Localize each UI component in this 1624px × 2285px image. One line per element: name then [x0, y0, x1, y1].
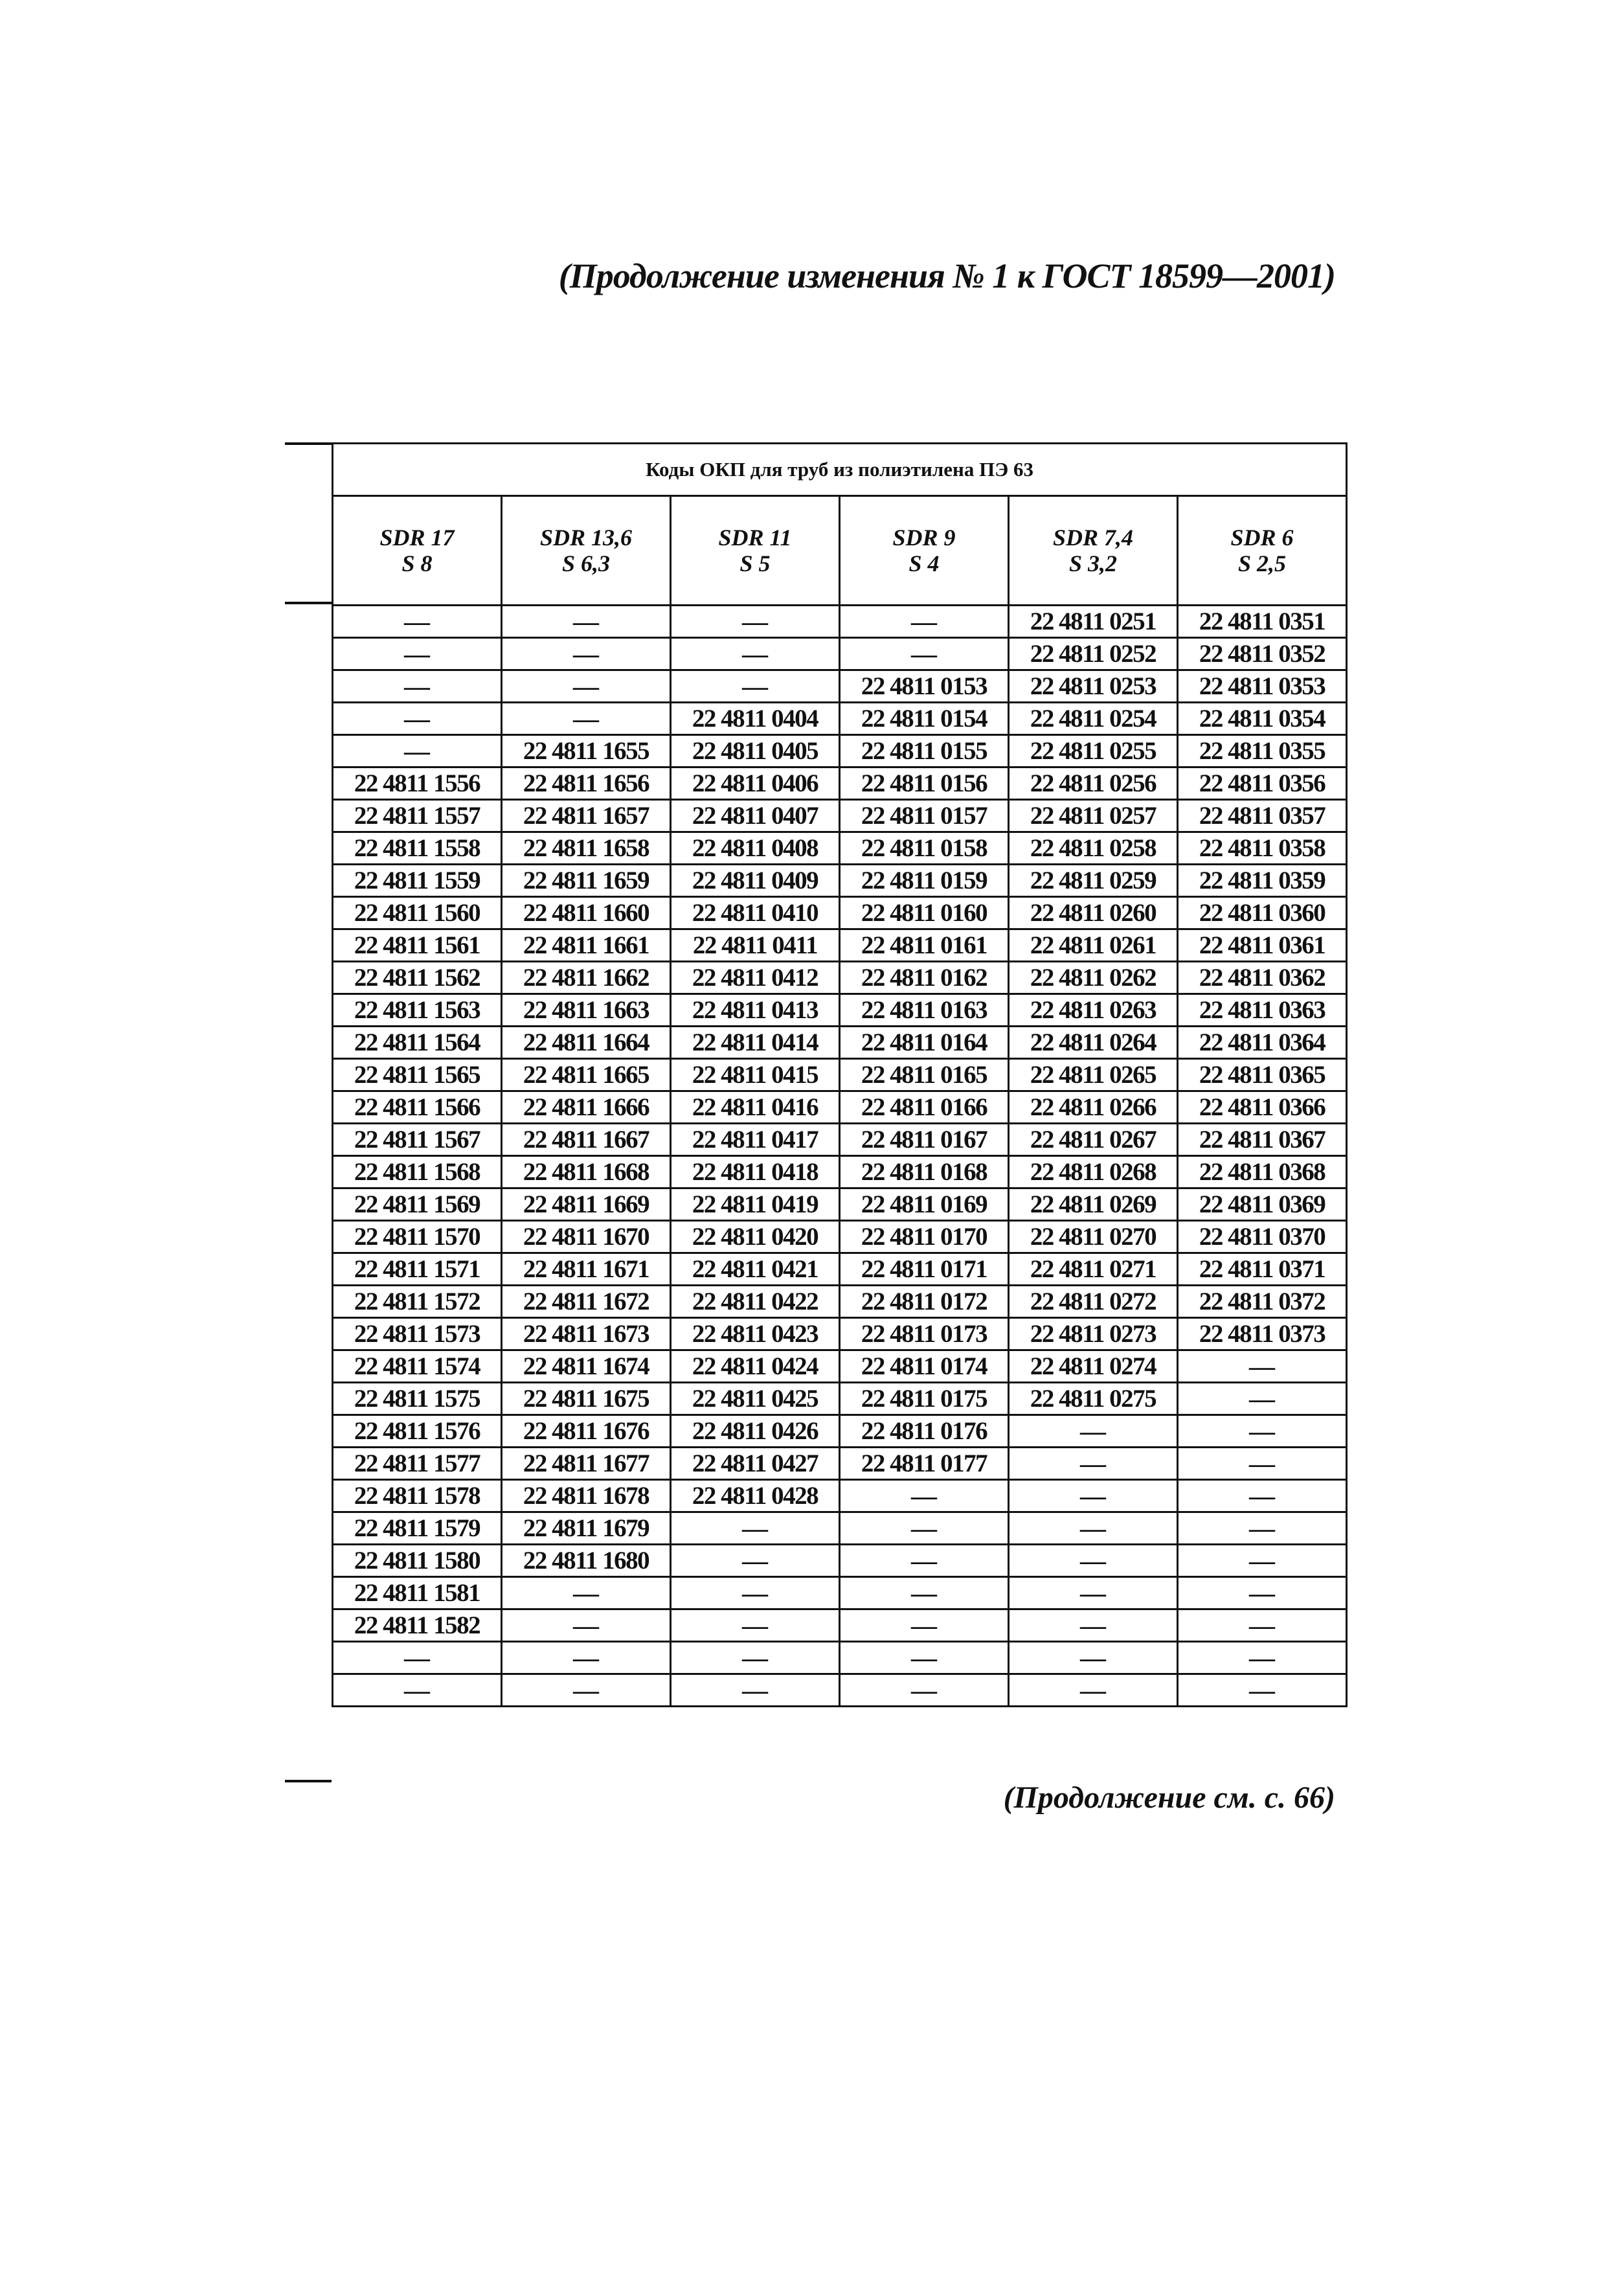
table-cell: 22 4811 1557: [333, 800, 502, 832]
table-cell: 22 4811 1656: [502, 767, 671, 800]
table-cell: 22 4811 0413: [671, 994, 840, 1027]
table-cell: —: [1178, 1415, 1347, 1448]
s-label: S 5: [739, 551, 771, 576]
table-cell: 22 4811 0367: [1178, 1124, 1347, 1156]
table-cell: —: [671, 638, 840, 670]
s-label: S 4: [908, 551, 940, 576]
table-cell: 22 4811 0167: [840, 1124, 1009, 1156]
table-cell: —: [1009, 1577, 1178, 1609]
table-cell: 22 4811 0158: [840, 832, 1009, 865]
table-cell: 22 4811 1678: [502, 1480, 671, 1512]
table-cell: 22 4811 1657: [502, 800, 671, 832]
table-cell: —: [840, 1642, 1009, 1674]
table-cell: —: [1009, 1480, 1178, 1512]
table-cell: —: [333, 1642, 502, 1674]
table-cell: 22 4811 1673: [502, 1318, 671, 1350]
table-cell: 22 4811 1564: [333, 1027, 502, 1059]
table-cell: 22 4811 1575: [333, 1383, 502, 1415]
table-cell: —: [840, 1545, 1009, 1577]
table-cell: 22 4811 0362: [1178, 962, 1347, 994]
table-cell: —: [502, 1609, 671, 1642]
table-row: [333, 1545, 1347, 1577]
table-cell: 22 4811 1562: [333, 962, 502, 994]
table-cell: —: [502, 703, 671, 735]
table-cell: —: [1178, 1448, 1347, 1480]
table-cell: 22 4811 0153: [840, 670, 1009, 703]
table-cell: —: [671, 1545, 840, 1577]
table-cell: —: [333, 606, 502, 638]
table-cell: 22 4811 0407: [671, 800, 840, 832]
table-cell: 22 4811 1664: [502, 1027, 671, 1059]
table-cell: 22 4811 1668: [502, 1156, 671, 1188]
table-cell: 22 4811 0360: [1178, 897, 1347, 929]
table-cell: 22 4811 0419: [671, 1188, 840, 1221]
table-cell: 22 4811 1578: [333, 1480, 502, 1512]
table-cell: 22 4811 0168: [840, 1156, 1009, 1188]
sdr-label: SDR 9: [892, 524, 956, 551]
table-cell: —: [671, 670, 840, 703]
table-cell: 22 4811 1577: [333, 1448, 502, 1480]
table-cell: —: [1178, 1642, 1347, 1674]
table-cell: 22 4811 0265: [1009, 1059, 1178, 1091]
table-cell: 22 4811 1561: [333, 929, 502, 962]
sdr-header-row: [333, 496, 1347, 606]
table-cell: 22 4811 0264: [1009, 1027, 1178, 1059]
table-cell: —: [840, 1609, 1009, 1642]
table-cell: 22 4811 0410: [671, 897, 840, 929]
table-cell: 22 4811 0411: [671, 929, 840, 962]
table-cell: —: [333, 670, 502, 703]
table-cell: —: [333, 1674, 502, 1707]
table-row: [333, 735, 1347, 767]
table-cell: 22 4811 0171: [840, 1253, 1009, 1286]
table-cell: 22 4811 0415: [671, 1059, 840, 1091]
table-cell: 22 4811 0365: [1178, 1059, 1347, 1091]
table-cell: —: [1009, 1415, 1178, 1448]
table-row: [333, 800, 1347, 832]
table-row: [333, 994, 1347, 1027]
table-cell: 22 4811 0359: [1178, 865, 1347, 897]
table-cell: 22 4811 0163: [840, 994, 1009, 1027]
table-cell: 22 4811 0161: [840, 929, 1009, 962]
okp-codes-table: [332, 442, 1348, 1707]
table-row: [333, 1642, 1347, 1674]
table-cell: 22 4811 1581: [333, 1577, 502, 1609]
table-cell: 22 4811 1665: [502, 1059, 671, 1091]
table-cell: 22 4811 0426: [671, 1415, 840, 1448]
table-cell: 22 4811 0405: [671, 735, 840, 767]
table-row: [333, 1318, 1347, 1350]
table-cell: 22 4811 0251: [1009, 606, 1178, 638]
table-cell: 22 4811 0270: [1009, 1221, 1178, 1253]
table-cell: 22 4811 0370: [1178, 1221, 1347, 1253]
column-header: [1178, 496, 1347, 606]
column-header: [1009, 496, 1178, 606]
table-cell: —: [1178, 1577, 1347, 1609]
table-cell: —: [840, 638, 1009, 670]
table-cell: 22 4811 0263: [1009, 994, 1178, 1027]
page-footer-continuation: (Продолжение см. с. 66): [1003, 1780, 1335, 1815]
table-cell: —: [502, 606, 671, 638]
table-cell: 22 4811 1671: [502, 1253, 671, 1286]
table-cell: 22 4811 0160: [840, 897, 1009, 929]
table-cell: 22 4811 0418: [671, 1156, 840, 1188]
table-cell: 22 4811 0406: [671, 767, 840, 800]
table-cell: 22 4811 0260: [1009, 897, 1178, 929]
table-cell: 22 4811 1658: [502, 832, 671, 865]
table-cell: 22 4811 0357: [1178, 800, 1347, 832]
table-cell: 22 4811 0423: [671, 1318, 840, 1350]
column-header: [333, 496, 502, 606]
table-cell: 22 4811 0422: [671, 1286, 840, 1318]
table-cell: —: [671, 1674, 840, 1707]
table-row: [333, 606, 1347, 638]
table-cell: —: [333, 638, 502, 670]
table-cell: 22 4811 0255: [1009, 735, 1178, 767]
table-cell: 22 4811 1568: [333, 1156, 502, 1188]
table-cell: 22 4811 0369: [1178, 1188, 1347, 1221]
table-cell: 22 4811 0361: [1178, 929, 1347, 962]
table-cell: 22 4811 0261: [1009, 929, 1178, 962]
table-cell: —: [671, 1577, 840, 1609]
table-cell: 22 4811 1572: [333, 1286, 502, 1318]
table-cell: 22 4811 0425: [671, 1383, 840, 1415]
table-cell: 22 4811 0424: [671, 1350, 840, 1383]
table-cell: 22 4811 0258: [1009, 832, 1178, 865]
table-cell: 22 4811 1579: [333, 1512, 502, 1545]
table-cell: 22 4811 0267: [1009, 1124, 1178, 1156]
table-cell: 22 4811 0173: [840, 1318, 1009, 1350]
table-cell: 22 4811 1571: [333, 1253, 502, 1286]
table-cell: 22 4811 0172: [840, 1286, 1009, 1318]
table-cell: 22 4811 0165: [840, 1059, 1009, 1091]
table-cell: 22 4811 0273: [1009, 1318, 1178, 1350]
table-cell: 22 4811 1659: [502, 865, 671, 897]
table-cell: 22 4811 1559: [333, 865, 502, 897]
table-cell: 22 4811 0364: [1178, 1027, 1347, 1059]
table-cell: —: [333, 703, 502, 735]
table-cell: 22 4811 0256: [1009, 767, 1178, 800]
table-cell: 22 4811 0416: [671, 1091, 840, 1124]
table-row: [333, 1350, 1347, 1383]
table-row: [333, 929, 1347, 962]
table-cell: —: [840, 1512, 1009, 1545]
table-cell: —: [502, 1577, 671, 1609]
table-row: [333, 1156, 1347, 1188]
table-cell: 22 4811 0371: [1178, 1253, 1347, 1286]
table-cell: 22 4811 0164: [840, 1027, 1009, 1059]
table-cell: 22 4811 1679: [502, 1512, 671, 1545]
table-cell: 22 4811 0176: [840, 1415, 1009, 1448]
table-row: [333, 1448, 1347, 1480]
table-cell: —: [840, 1674, 1009, 1707]
column-header: [671, 496, 840, 606]
table-row: [333, 670, 1347, 703]
table-row: [333, 1091, 1347, 1124]
table-cell: —: [840, 1480, 1009, 1512]
table-cell: 22 4811 1661: [502, 929, 671, 962]
table-cell: 22 4811 0428: [671, 1480, 840, 1512]
table-row: [333, 1512, 1347, 1545]
page-header-continuation: (Продолжение изменения № 1 к ГОСТ 18599—2001): [558, 256, 1335, 295]
table-cell: —: [1009, 1642, 1178, 1674]
table-cell: 22 4811 0177: [840, 1448, 1009, 1480]
table-cell: —: [1178, 1674, 1347, 1707]
table-cell: —: [1009, 1545, 1178, 1577]
table-row: [333, 1059, 1347, 1091]
table-cell: —: [671, 1609, 840, 1642]
table-row: [333, 1577, 1347, 1609]
left-rule-mid: [285, 602, 332, 604]
table-cell: —: [671, 1512, 840, 1545]
table-cell: —: [1178, 1609, 1347, 1642]
table-cell: 22 4811 1670: [502, 1221, 671, 1253]
table-cell: 22 4811 0269: [1009, 1188, 1178, 1221]
table-cell: 22 4811 1582: [333, 1609, 502, 1642]
table-head: [333, 444, 1347, 606]
table-row: [333, 1415, 1347, 1448]
table-cell: —: [1178, 1545, 1347, 1577]
table-row: [333, 897, 1347, 929]
table-cell: 22 4811 1655: [502, 735, 671, 767]
table-cell: 22 4811 0408: [671, 832, 840, 865]
table-cell: 22 4811 0372: [1178, 1286, 1347, 1318]
table-cell: 22 4811 1567: [333, 1124, 502, 1156]
table-cell: 22 4811 0156: [840, 767, 1009, 800]
table-row: [333, 1188, 1347, 1221]
table-row: [333, 767, 1347, 800]
table-cell: 22 4811 0356: [1178, 767, 1347, 800]
table-cell: —: [840, 1577, 1009, 1609]
table-row: [333, 703, 1347, 735]
table-cell: —: [502, 1642, 671, 1674]
column-header: [502, 496, 671, 606]
table-cell: 22 4811 1570: [333, 1221, 502, 1253]
table-cell: 22 4811 0353: [1178, 670, 1347, 703]
table-cell: 22 4811 0366: [1178, 1091, 1347, 1124]
table-cell: 22 4811 0271: [1009, 1253, 1178, 1286]
table-cell: 22 4811 0155: [840, 735, 1009, 767]
table-row: [333, 1609, 1347, 1642]
table-cell: 22 4811 1569: [333, 1188, 502, 1221]
table-cell: —: [671, 606, 840, 638]
table-cell: 22 4811 1573: [333, 1318, 502, 1350]
table-row: [333, 1027, 1347, 1059]
table-cell: 22 4811 0174: [840, 1350, 1009, 1383]
table-cell: —: [840, 606, 1009, 638]
table-cell: —: [1009, 1448, 1178, 1480]
sdr-label: SDR 13,6: [539, 524, 633, 551]
table-row: [333, 1253, 1347, 1286]
table-cell: 22 4811 0175: [840, 1383, 1009, 1415]
table-cell: 22 4811 1660: [502, 897, 671, 929]
table-cell: 22 4811 0274: [1009, 1350, 1178, 1383]
table-cell: 22 4811 1566: [333, 1091, 502, 1124]
table-cell: 22 4811 1576: [333, 1415, 502, 1448]
table-row: [333, 865, 1347, 897]
table-cell: 22 4811 1675: [502, 1383, 671, 1415]
table-cell: 22 4811 0272: [1009, 1286, 1178, 1318]
table-cell: 22 4811 0427: [671, 1448, 840, 1480]
table-row: [333, 1674, 1347, 1707]
table-cell: 22 4811 0351: [1178, 606, 1347, 638]
table-cell: 22 4811 0404: [671, 703, 840, 735]
table-cell: —: [333, 735, 502, 767]
table-cell: 22 4811 1563: [333, 994, 502, 1027]
table-cell: —: [1009, 1674, 1178, 1707]
table-cell: 22 4811 0352: [1178, 638, 1347, 670]
s-label: S 3,2: [1068, 551, 1118, 576]
table-row: [333, 1286, 1347, 1318]
sdr-label: SDR 6: [1230, 524, 1294, 551]
table-cell: 22 4811 0354: [1178, 703, 1347, 735]
table-cell: —: [1178, 1512, 1347, 1545]
table-cell: 22 4811 0420: [671, 1221, 840, 1253]
table-cell: 22 4811 0257: [1009, 800, 1178, 832]
table-cell: —: [502, 670, 671, 703]
group-title: Коды ОКП для труб из полиэтилена ПЭ 63: [333, 444, 1347, 496]
table-cell: 22 4811 1663: [502, 994, 671, 1027]
table-cell: —: [1178, 1383, 1347, 1415]
table-row: [333, 1124, 1347, 1156]
s-label: S 2,5: [1238, 551, 1287, 576]
left-rule-bottom: [285, 1780, 332, 1782]
table-cell: —: [671, 1642, 840, 1674]
table-cell: 22 4811 0266: [1009, 1091, 1178, 1124]
table-cell: —: [1178, 1480, 1347, 1512]
column-header: [840, 496, 1009, 606]
table-cell: 22 4811 1560: [333, 897, 502, 929]
table-cell: 22 4811 1556: [333, 767, 502, 800]
table-row: [333, 1480, 1347, 1512]
table-cell: 22 4811 1674: [502, 1350, 671, 1383]
table-cell: 22 4811 0414: [671, 1027, 840, 1059]
table-cell: 22 4811 0368: [1178, 1156, 1347, 1188]
table-cell: 22 4811 0254: [1009, 703, 1178, 735]
table-cell: 22 4811 0268: [1009, 1156, 1178, 1188]
table-cell: 22 4811 0170: [840, 1221, 1009, 1253]
table-cell: —: [502, 638, 671, 670]
table-cell: 22 4811 1672: [502, 1286, 671, 1318]
table-cell: 22 4811 0409: [671, 865, 840, 897]
left-rule-top: [285, 442, 332, 445]
table-cell: 22 4811 0169: [840, 1188, 1009, 1221]
table-cell: 22 4811 0166: [840, 1091, 1009, 1124]
table-cell: 22 4811 0363: [1178, 994, 1347, 1027]
table-cell: 22 4811 0157: [840, 800, 1009, 832]
table-cell: 22 4811 1669: [502, 1188, 671, 1221]
table-cell: 22 4811 0262: [1009, 962, 1178, 994]
table-cell: 22 4811 1565: [333, 1059, 502, 1091]
table-cell: 22 4811 1676: [502, 1415, 671, 1448]
table-cell: 22 4811 0253: [1009, 670, 1178, 703]
table-cell: —: [1178, 1350, 1347, 1383]
table-cell: 22 4811 0154: [840, 703, 1009, 735]
sdr-label: SDR 7,4: [1052, 524, 1134, 551]
sdr-label: SDR 17: [379, 524, 455, 551]
table-cell: 22 4811 0252: [1009, 638, 1178, 670]
table-cell: 22 4811 1677: [502, 1448, 671, 1480]
table-cell: 22 4811 0162: [840, 962, 1009, 994]
sdr-label: SDR 11: [718, 524, 792, 551]
table-cell: —: [1009, 1512, 1178, 1545]
table-cell: 22 4811 1680: [502, 1545, 671, 1577]
table-body: [333, 606, 1347, 1707]
table-cell: 22 4811 0412: [671, 962, 840, 994]
table-cell: 22 4811 0417: [671, 1124, 840, 1156]
table-cell: 22 4811 0421: [671, 1253, 840, 1286]
table-cell: —: [502, 1674, 671, 1707]
s-label: S 6,3: [561, 551, 611, 576]
table-cell: 22 4811 0373: [1178, 1318, 1347, 1350]
table-cell: 22 4811 0159: [840, 865, 1009, 897]
table-cell: 22 4811 0275: [1009, 1383, 1178, 1415]
table-cell: —: [1009, 1609, 1178, 1642]
table-cell: 22 4811 1558: [333, 832, 502, 865]
table-cell: 22 4811 1662: [502, 962, 671, 994]
table-cell: 22 4811 0358: [1178, 832, 1347, 865]
table-cell: 22 4811 0259: [1009, 865, 1178, 897]
table-row: [333, 1383, 1347, 1415]
table-row: [333, 832, 1347, 865]
group-title-row: [333, 444, 1347, 496]
table-cell: 22 4811 1580: [333, 1545, 502, 1577]
table-row: [333, 962, 1347, 994]
table-cell: 22 4811 1666: [502, 1091, 671, 1124]
s-label: S 8: [401, 551, 433, 576]
table-row: [333, 638, 1347, 670]
table-cell: 22 4811 1667: [502, 1124, 671, 1156]
table-cell: 22 4811 1574: [333, 1350, 502, 1383]
table-row: [333, 1221, 1347, 1253]
table-cell: 22 4811 0355: [1178, 735, 1347, 767]
